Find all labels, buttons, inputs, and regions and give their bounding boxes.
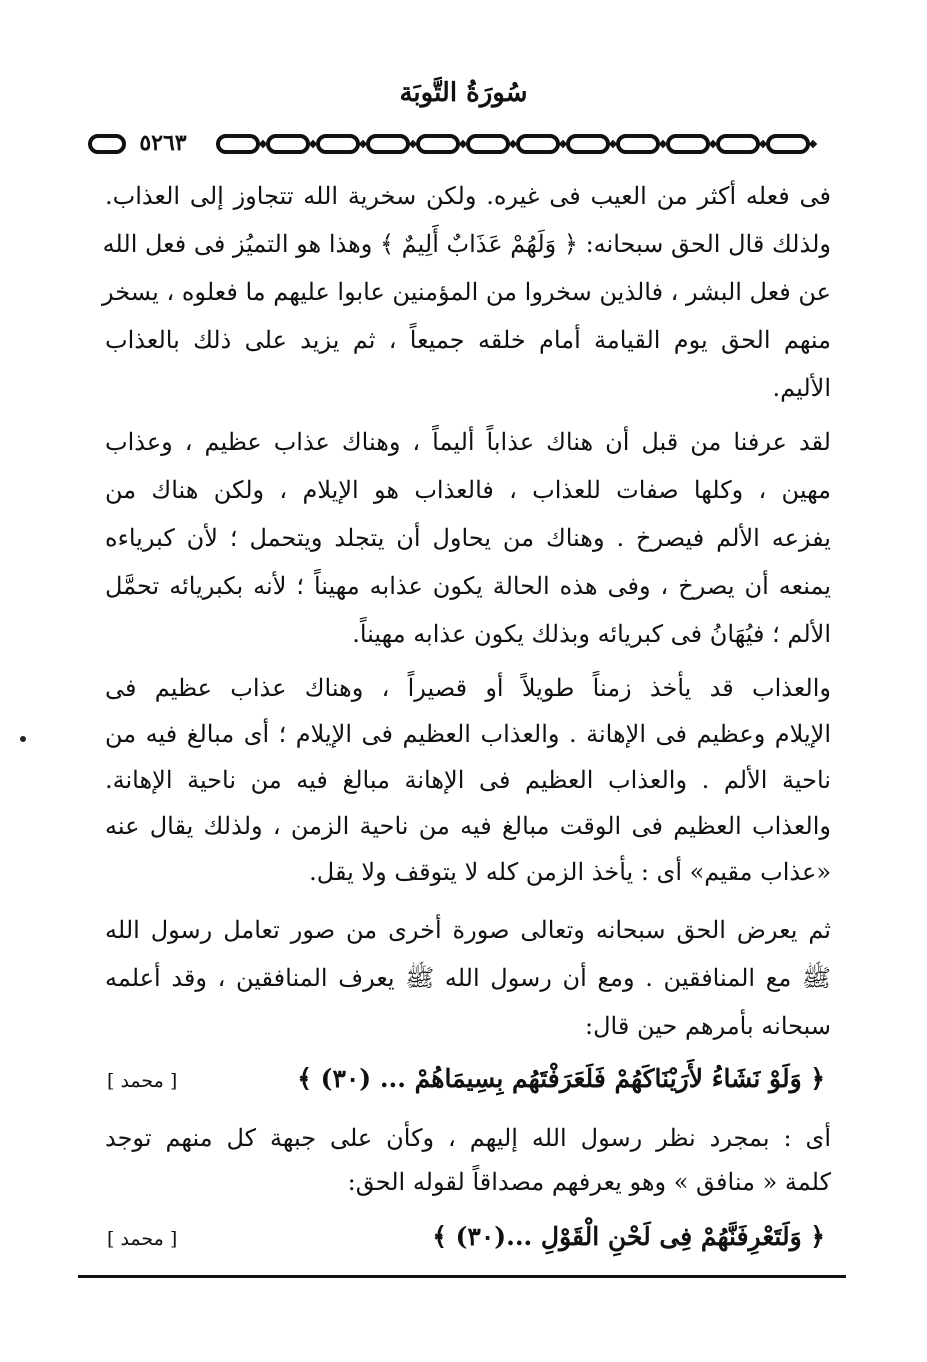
text-line: الإيلام وعظيم فى الإهانة . والعذاب العظيم فى الإيلام ؛ أى مبالغ فيه من xyxy=(105,720,831,748)
text-line: ولذلك قال الحق سبحانه: ﴿ وَلَهُمْ عَذَابٌ أَلِيمٌ ﴾ وهذا هو التميُز فى فعل الله xyxy=(102,230,831,258)
verse-text: ﴿ وَلَتَعْرِفَنَّهُمْ فِى لَحْنِ الْقَوْلِ ...(٣٠) ﴾ xyxy=(432,1222,825,1251)
text-line: الأليم. xyxy=(772,374,831,402)
text-line: أى : بمجرد نظر رسول الله إليهم ، وكأن على جبهة كل منهم توجد xyxy=(105,1124,831,1152)
surah-title: سُورَةُ التَّوبَة xyxy=(399,78,528,108)
text-line: مهين ، وكلها صفات للعذاب ، فالعذاب هو الإيلام ، ولكن هناك من xyxy=(105,476,831,504)
quran-verse-1 xyxy=(105,1060,831,1098)
text-line: ناحية الألم . والعذاب العظيم فى الإهانة مبالغ فيه من ناحية الإهانة. xyxy=(105,766,831,794)
text-line: فى فعله أكثر من العيب فى غيره. ولكن سخرية الله تتجاوز إلى العذاب. xyxy=(105,182,831,210)
text-line: عن فعل البشر ، فالذين سخروا من المؤمنين عابوا عليهم ما فعلوه ، يسخر xyxy=(102,278,831,306)
text-line: كلمة « منافق » وهو يعرفهم مصداقاً لقوله الحق: xyxy=(347,1168,831,1196)
text-line: «عذاب مقيم» أى : يأخذ الزمن كله لا يتوقف ولا يقل. xyxy=(309,858,831,886)
page-number: ٥٢٦٣ xyxy=(128,128,198,158)
text-line: ثم يعرض الحق سبحانه وتعالى صورة أخرى من صور تعامل رسول الله xyxy=(105,916,831,944)
quran-verse-2 xyxy=(105,1218,831,1256)
verse-text: ﴿ وَلَوْ نَشَاءُ لأَرَيْنَاكَهُمْ فَلَعَرَفْتَهُم بِسِيمَاهُمْ ... (٣٠) ﴾ xyxy=(297,1064,825,1093)
text-line: الألم ؛ فيُهَانُ فى كبريائه وبذلك يكون عذابه مهيناً. xyxy=(352,620,831,648)
text-line: يمنعه أن يصرخ ، وفى هذه الحالة يكون عذابه مهيناً ؛ لأنه بكبريائه تحمَّل xyxy=(105,572,831,600)
footer-rule xyxy=(78,1275,846,1278)
text-line: سبحانه بأمرهم حين قال: xyxy=(585,1012,831,1040)
verse-reference: [ محمد ] xyxy=(107,1228,178,1250)
ornamental-border xyxy=(88,130,848,158)
text-line: يفزعه الألم فيصرخ . وهناك من يحاول أن يتجلد ويتحمل ؛ لأن كبرياءه xyxy=(105,524,831,552)
text-line: لقد عرفنا من قبل أن هناك عذاباً أليماً ، وهناك عذاب عظيم ، وعذاب xyxy=(105,428,831,456)
scan-speck xyxy=(20,736,26,742)
text-line: ﷺ مع المنافقين . ومع أن رسول الله ﷺ يعرف المنافقين ، وقد أعلمه xyxy=(105,964,831,992)
verse-reference: [ محمد ] xyxy=(107,1070,178,1092)
text-line: منهم الحق يوم القيامة أمام خلقه جميعاً ، ثم يزيد على ذلك بالعذاب xyxy=(105,326,831,354)
text-line: والعذاب قد يأخذ زمناً طويلاً أو قصيراً ، وهناك عذاب عظيم فى xyxy=(105,674,831,702)
text-line: والعذاب العظيم فى الوقت مبالغ فيه من ناحية الزمن ، ولذلك يقال عنه xyxy=(105,812,831,840)
